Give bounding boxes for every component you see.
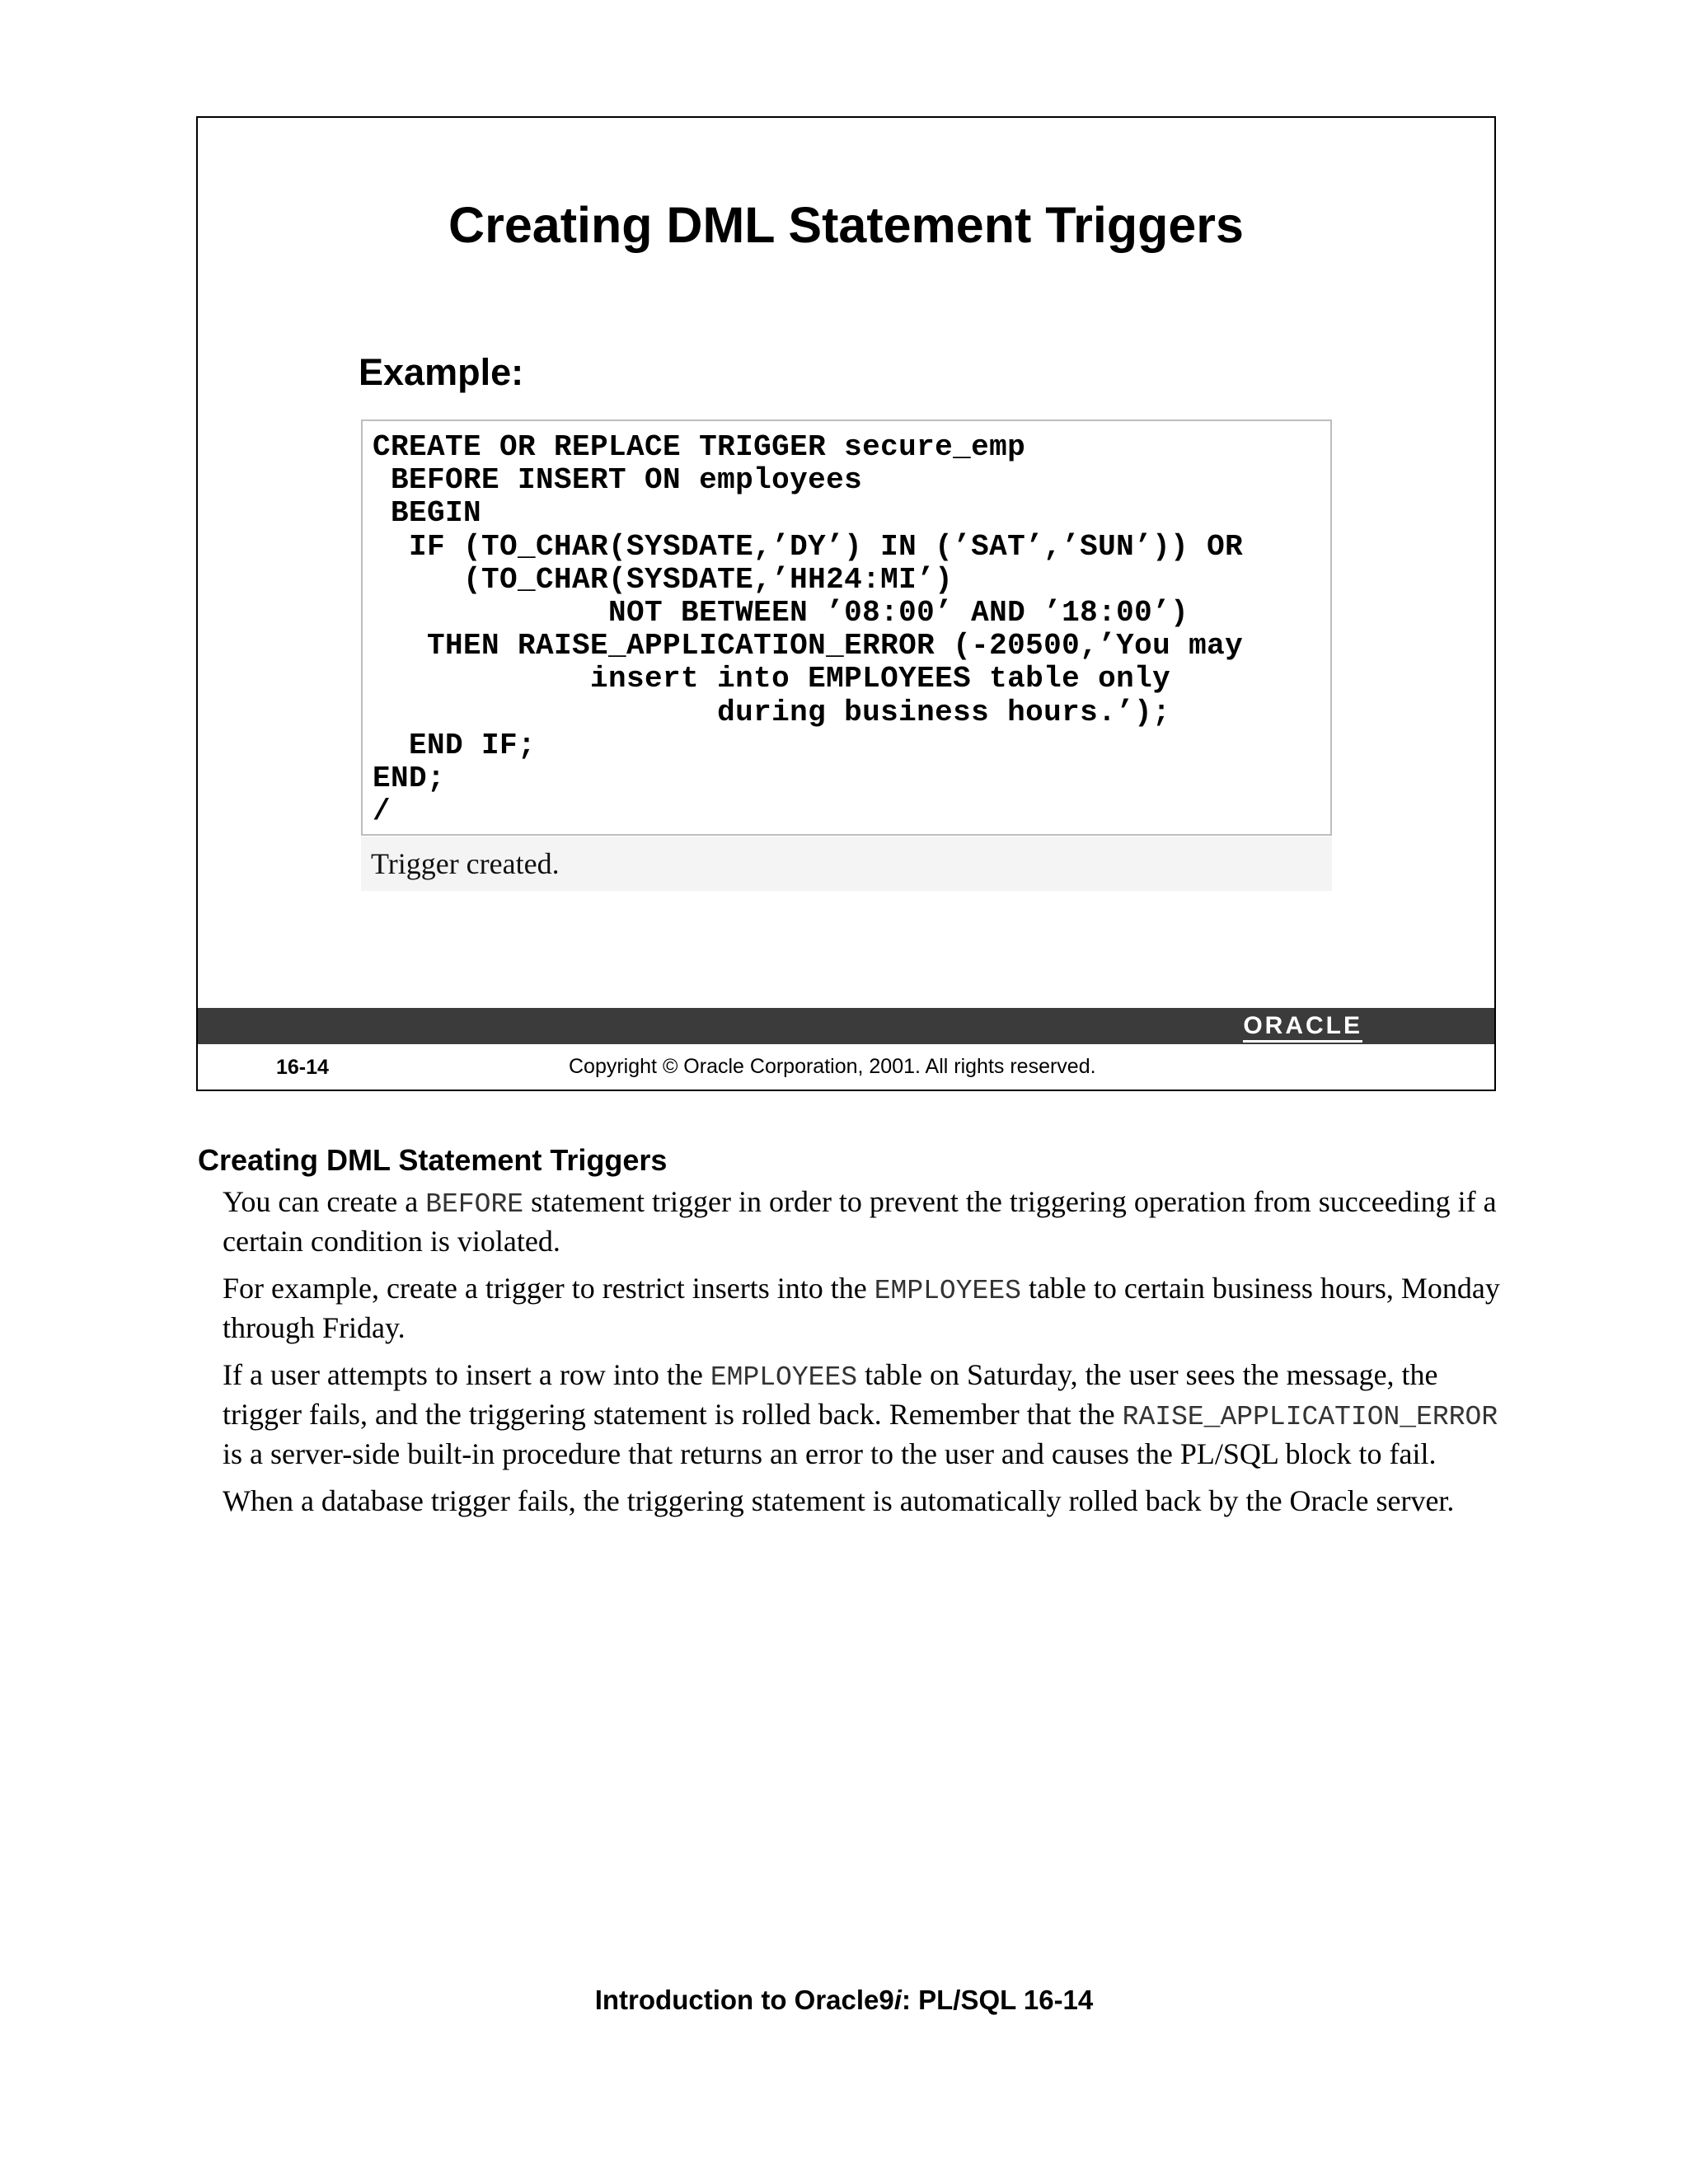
output-text: Trigger created.	[361, 837, 1332, 891]
inline-code: EMPLOYEES	[874, 1276, 1021, 1306]
notes-paragraph: When a database trigger fails, the triggering statement is automatically rolled back by the Oracle server.	[223, 1484, 1455, 1517]
slide-copyright: Copyright © Oracle Corporation, 2001. All rights reserved.	[569, 1055, 1096, 1078]
oracle-logo: ORACLE	[1243, 1012, 1362, 1043]
slide-title: Creating DML Statement Triggers	[448, 197, 1244, 253]
notes-paragraph	[223, 1183, 1508, 1260]
text: is a server-side built-in procedure that returns an error to the user and causes the PL/SQL block to fail.	[223, 1437, 1437, 1470]
notes-heading: Creating DML Statement Triggers	[198, 1143, 668, 1177]
notes-paragraph	[223, 1270, 1508, 1347]
text: For example, create a trigger to restrict inserts into the	[223, 1272, 874, 1305]
footer-text: Introduction to Oracle9	[594, 1985, 894, 2015]
slide-footer-bar	[198, 1008, 1494, 1044]
inline-code: EMPLOYEES	[710, 1362, 858, 1393]
slide-number: 16-14	[276, 1056, 329, 1079]
slide-footer	[198, 1044, 1494, 1091]
notes-body	[223, 1183, 1508, 1530]
text: If a user attempts to insert a row into the	[223, 1358, 710, 1391]
footer-text: : PL/SQL 16-14	[901, 1985, 1094, 2015]
slide	[196, 116, 1496, 1091]
page-footer	[0, 1985, 1688, 2016]
text: statement trigger in order to prevent the triggering operation from succeeding if a certain condition is violated.	[223, 1185, 1497, 1258]
code-text: CREATE OR REPLACE TRIGGER secure_emp BEFORE INSERT ON employees BEGIN IF (TO_CHAR(SYSDATE,’DY’) IN (’SAT’,’SUN’)) OR (TO_CHAR(SYSDATE,’HH24:MI’) NOT BETWEEN ’08:00’ AND ’18:00’) THEN RAISE_APPLICATION_ERROR (-20500,’You may insert into EMPLOYEES table only during business hours.’); END IF; END; /	[373, 430, 1244, 829]
text: You can create a	[223, 1185, 426, 1218]
inline-code: RAISE_APPLICATION_ERROR	[1122, 1402, 1498, 1432]
code-block	[361, 419, 1332, 836]
notes-paragraph	[223, 1357, 1508, 1473]
text: table on Saturday, the user sees the message, the trigger fails, and the triggering statement is rolled back. Remember that the	[223, 1358, 1438, 1431]
example-label: Example:	[359, 351, 524, 393]
footer-italic: i	[893, 1985, 902, 2015]
inline-code: BEFORE	[425, 1189, 524, 1220]
text: table to certain business hours, Monday through Friday.	[223, 1272, 1500, 1344]
